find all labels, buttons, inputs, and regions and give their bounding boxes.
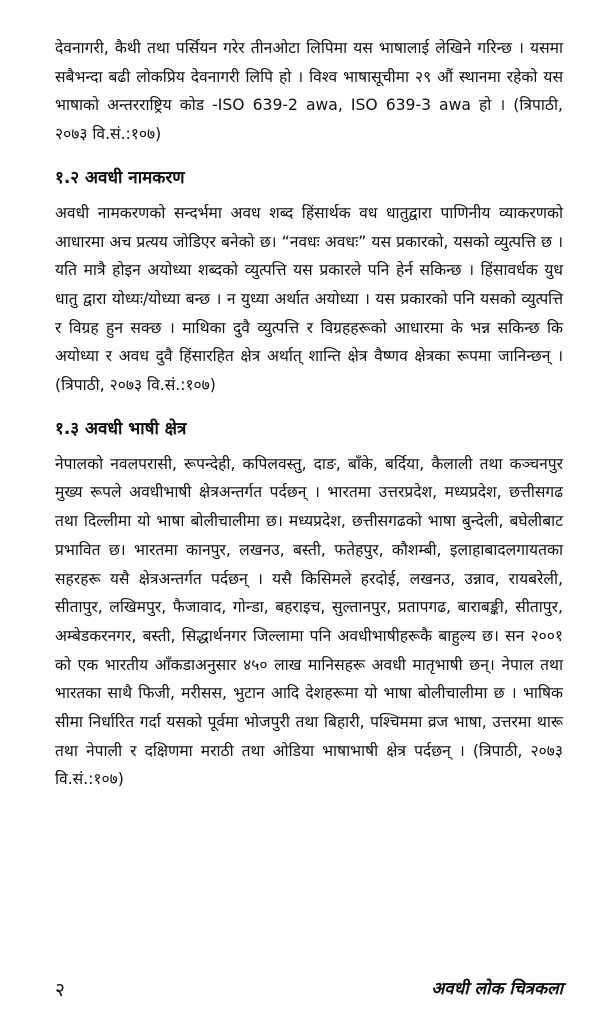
- page-body: [55, 34, 563, 794]
- region-paragraph: नेपालको नवलपरासी, रूपन्देही, कपिलवस्तु, दाङ, बाँके, बर्दिया, कैलाली तथा कञ्चनपुर मुख्य रूपले अवधीभाषी क्षेत्रअन्तर्गत पर्दछन् । भारतमा उत्तरप्रदेश, मध्यप्रदेश, छत्तीसगढ तथा दिल्लीमा यो भाषा बोलीचालीमा छ। मध्यप्रदेश, छत्तीसगढको भाषा बुन्देली, बघेलीबाट प्रभावित छ। भारतमा कानपुर, लखनउ, बस्ती, फतेहपुर, कौशम्बी, इलाहाबादलगायतका सहरहरू यसै क्षेत्रअन्तर्गत पर्दछन् । यसै किसिमले हरदोई, लखनउ, उन्नाव, रायबरेली, सीतापुर, लखिमपुर, फैजावाद, गोन्डा, बहराइच, सुल्तानपुर, प्रतापगढ, बाराबङ्की, सीतापुर, अम्बेडकरनगर, बस्ती, सिद्धार्थनगर जिल्लामा पनि अवधीभाषीहरूकै बाहुल्य छ। सन २००१ को एक भारतीय आँकडाअनुसार ४५० लाख मानिसहरू अवधी मातृभाषी छन्। नेपाल तथा भारतका साथै फिजी, मरीसस, भुटान आदि देशहरूमा यो भाषा बोलीचालीमा छ । भाषिक सीमा निर्धारित गर्दा यसको पूर्वमा भोजपुरी तथा बिहारी, पश्चिममा व्रज भाषा, उत्तरमा थारू तथा नेपाली र दक्षिणमा मराठी तथा ओडिया भाषाभाषी क्षेत्र पर्दछन् । (त्रिपाठी, २०७३ वि.सं.:१०७): [55, 454, 563, 789]
- page-footer: [55, 976, 563, 1006]
- naming-paragraph: अवधी नामकरणको सन्दर्भमा अवध शब्द हिंसार्थक वध धातुद्वारा पाणिनीय व्याकरणको आधारमा अच प्रत्यय जोडिएर बनेको छ। “नवधः अवधः” यस प्रकारको, यसको व्युत्पत्ति छ । यति मात्रै होइन अयोध्या शब्दको व्युत्पत्ति यस प्रकारले पनि हेर्न सकिन्छ । हिंसावर्धक युध धातु द्वारा योध्यः/योध्या बन्छ । न युध्या अर्थात अयोध्या । यस प्रकारको पनि यसको व्युत्पत्ति र विग्रह हुन सक्छ । माथिका दुवै व्युत्पत्ति र विग्रहहरूको आधारमा के भन्न सकिन्छ कि अयोध्या र अवध दुवै हिंसारहित क्षेत्र अर्थात् शान्ति क्षेत्र वैष्णव क्षेत्रका रूपमा जानिन्छन् । (त्रिपाठी, २०७३ वि.सं.:१०७): [55, 203, 563, 395]
- intro-paragraph: देवनागरी, कैथी तथा पर्सियन गरेर तीनओटा लिपिमा यस भाषालाई लेखिने गरिन्छ । यसमा सबैभन्दा बढी लोकप्रिय देवनागरी लिपि हो । विश्व भाषासूचीमा २९ औं स्थानमा रहेको यस भाषाको अन्तरराष्ट्रिय कोड -ISO 639-2 awa, ISO 639-3 awa हो । (त्रिपाठी, २०७३ वि.सं.:१०७): [55, 39, 563, 144]
- running-book-title: अवधी लोक चित्रकला: [431, 979, 563, 999]
- section-heading-region: १.३ अवधी भाषी क्षेत्र: [55, 418, 187, 439]
- page-number: २: [55, 979, 65, 1001]
- section-heading-naming: १.२ अवधी नामकरण: [55, 167, 185, 188]
